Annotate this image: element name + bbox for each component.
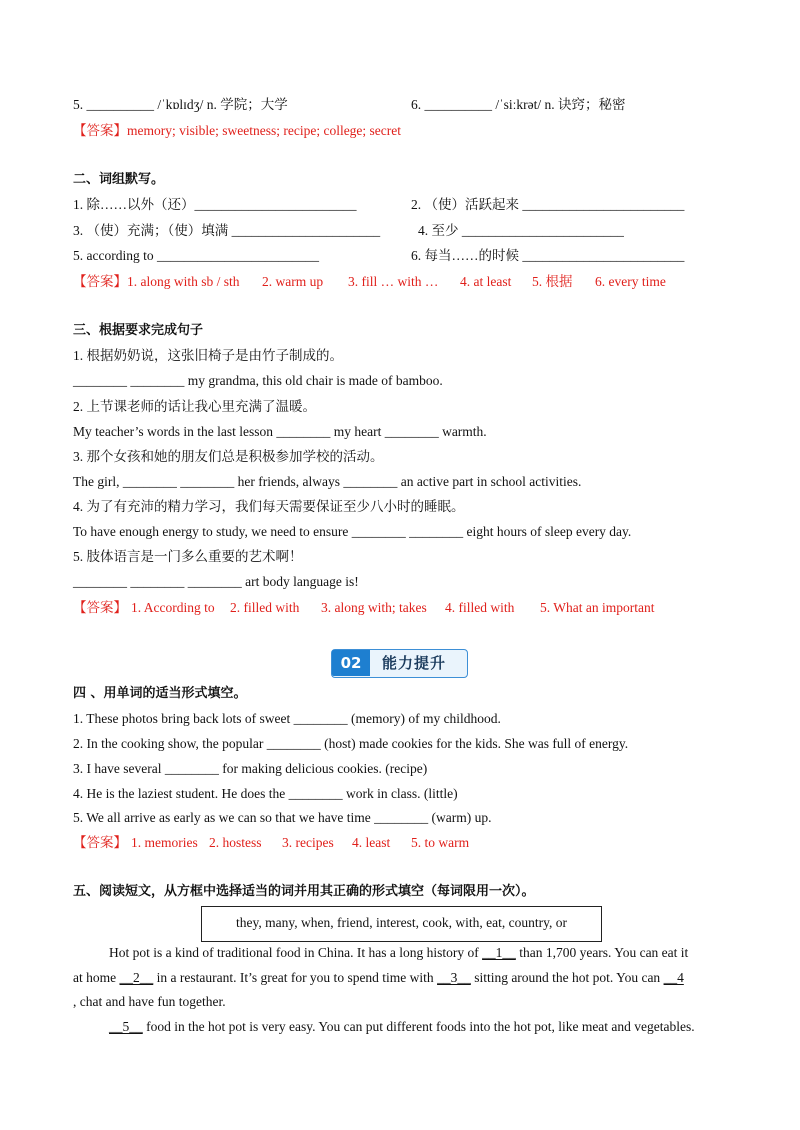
answer-item: 5. What an important: [540, 600, 655, 615]
answer-item: 3. along with; takes: [321, 600, 427, 615]
answer-sec1: 【答案】memory; visible; sweetness; recipe; college; secret: [73, 123, 402, 138]
sec4-line: 2. In the cooking show, the popular ________ (host) made cookies for the kids. She was full of energy.: [73, 736, 629, 751]
sec4-line: 1. These photos bring back lots of sweet ________ (memory) of my childhood.: [73, 711, 501, 726]
sec3-line: 1. 根据奶奶说，这张旧椅子是由竹子制成的。: [73, 348, 343, 363]
sec2-q6: 6. 每当……的时候 ________________________: [411, 248, 685, 263]
sec3-line: The girl, ________ ________ her friends, always ________ an active part in school activities.: [73, 474, 582, 489]
answer-item: 2. filled with: [230, 600, 300, 615]
sec3-title: 三、根据要求完成句子: [73, 323, 204, 338]
sec3-line: 2. 上节课老师的话让我心里充满了温暖。: [73, 399, 316, 414]
q5-college: 5. __________ /ˈkɒlɪdʒ/ n. 学院；大学: [73, 97, 288, 112]
answer-item: 1. According to: [131, 600, 215, 615]
banner-text: 能力提升: [382, 654, 447, 672]
sec2-q3: 3. （使）充满；（使）填满 ______________________: [73, 223, 381, 238]
sec2-title: 二、词组默写。: [73, 172, 165, 187]
sec4-line: 5. We all arrive as early as we can so that we have time ________ (warm) up.: [73, 810, 492, 825]
sec3-line: 4. 为了有充沛的精力学习，我们每天需要保证至少八小时的睡眠。: [73, 499, 465, 514]
sec4-line: 4. He is the laziest student. He does the ________ work in class. (little): [73, 786, 458, 801]
answer-prefix: 【答案】: [73, 835, 127, 850]
answer-sec2: [73, 273, 240, 291]
passage-paragraph-2: __5__ food in the hot pot is very easy. You can put different foods into the hot pot, like meat and vegetables.: [109, 1019, 695, 1034]
sec2-q2: 2. （使）活跃起来 ________________________: [411, 197, 685, 212]
answer-prefix: 【答案】: [73, 600, 127, 615]
answer-item: 6. every time: [595, 274, 666, 289]
section-banner: [331, 649, 468, 678]
sec3-line: My teacher’s words in the last lesson ________ my heart ________ warmth.: [73, 424, 487, 439]
sec2-q1: 1. 除……以外（还）________________________: [73, 197, 357, 212]
answer-item: 4. filled with: [445, 600, 515, 615]
word-box: they, many, when, friend, interest, cook, with, eat, country, or: [201, 906, 602, 942]
q6-secret: 6. __________ /ˈsiːkrət/ n. 诀窍；秘密: [411, 97, 626, 112]
sec3-line: ________ ________ ________ art body language is!: [73, 574, 359, 589]
blank-4: __4: [663, 969, 684, 985]
answer-item: 1. along with sb / sth: [127, 274, 240, 289]
blank-5: __5__: [109, 1019, 143, 1034]
sec3-line: 5. 肢体语言是一门多么重要的艺术啊！: [73, 549, 303, 564]
answer-item: 1. memories: [131, 835, 198, 850]
answer-item: 2. hostess: [209, 835, 262, 850]
answer-item: 3. fill … with …: [348, 274, 439, 289]
answer-item: 5. to warm: [411, 835, 470, 850]
sec4-title: 四 、用单词的适当形式填空。: [73, 686, 247, 701]
answer-prefix: 【答案】: [73, 274, 127, 289]
blank-2: __2__: [119, 969, 154, 985]
answer-item: 5. 根据: [532, 274, 573, 289]
sec2-q4: 4. 至少 ________________________: [418, 223, 624, 238]
banner-number: 02: [332, 650, 370, 676]
passage-paragraph-1: Hot pot is a kind of traditional food in China. It has a long history of __1__ than 1,700 years. You can eat it at home __2__ in a restaurant. It’s great for you to spend time with __3__ sitting around the hot pot. You can __4 , chat and have fun together.: [73, 945, 689, 1009]
sec2-q5: 5. according to ________________________: [73, 248, 319, 263]
sec3-line: 3. 那个女孩和她的朋友们总是积极参加学校的活动。: [73, 449, 384, 464]
answer-item: 4. at least: [460, 274, 512, 289]
sec3-line: ________ ________ my grandma, this old chair is made of bamboo.: [73, 373, 443, 388]
blank-3: __3__: [437, 969, 471, 985]
answer-item: 4. least: [352, 835, 391, 850]
answer-item: 3. recipes: [282, 835, 334, 850]
answer-item: 2. warm up: [262, 274, 324, 289]
sec4-line: 3. I have several ________ for making delicious cookies. (recipe): [73, 761, 428, 776]
sec5-title: 五、阅读短文，从方框中选择适当的词并用其正确的形式填空（每词限用一次）。: [73, 884, 535, 899]
blank-1: __1__: [482, 945, 516, 960]
sec3-line: To have enough energy to study, we need to ensure ________ ________ eight hours of sleep every day.: [73, 524, 632, 539]
